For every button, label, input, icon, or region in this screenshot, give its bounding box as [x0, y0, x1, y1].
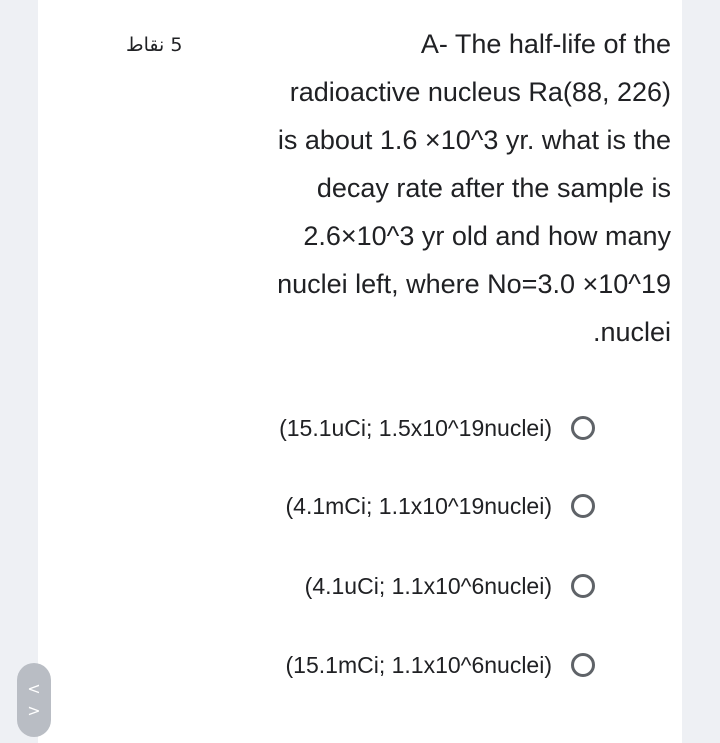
answer-option-label: (15.1mCi; 1.1x10^6nuclei) — [285, 651, 552, 678]
question-text — [198, 20, 671, 356]
question-card — [38, 0, 682, 743]
question-line: decay rate after the sample is — [316, 173, 671, 203]
chevron-left-icon[interactable]: < — [27, 679, 41, 698]
question-line: 2.6×10^3 yr old and how many — [303, 221, 671, 251]
question-line: is about 1.6 ×10^3 yr. what is the — [277, 125, 671, 155]
question-line: nuclei left, where No=3.0 ×10^19 — [277, 269, 671, 299]
radio-button[interactable] — [571, 416, 595, 440]
radio-button[interactable] — [571, 494, 595, 518]
answer-option-3[interactable] — [305, 566, 595, 606]
answer-option-1[interactable] — [279, 408, 595, 448]
answer-option-label: (15.1uCi; 1.5x10^19nuclei) — [279, 414, 552, 441]
question-line: .nuclei — [592, 317, 671, 347]
question-line: A- The half-life of the — [420, 29, 671, 59]
radio-button[interactable] — [571, 574, 595, 598]
radio-button[interactable] — [571, 653, 595, 677]
answer-option-4[interactable] — [286, 645, 595, 685]
page-navigator[interactable] — [17, 663, 51, 737]
chevron-right-icon[interactable]: > — [27, 701, 41, 720]
answer-option-2[interactable] — [286, 486, 595, 526]
answer-option-label: (4.1uCi; 1.1x10^6nuclei) — [304, 572, 552, 599]
answer-option-label: (4.1mCi; 1.1x10^19nuclei) — [285, 492, 552, 519]
points-label: 5 نقاط — [126, 34, 183, 56]
question-line: radioactive nucleus Ra(88, 226) — [289, 77, 671, 107]
